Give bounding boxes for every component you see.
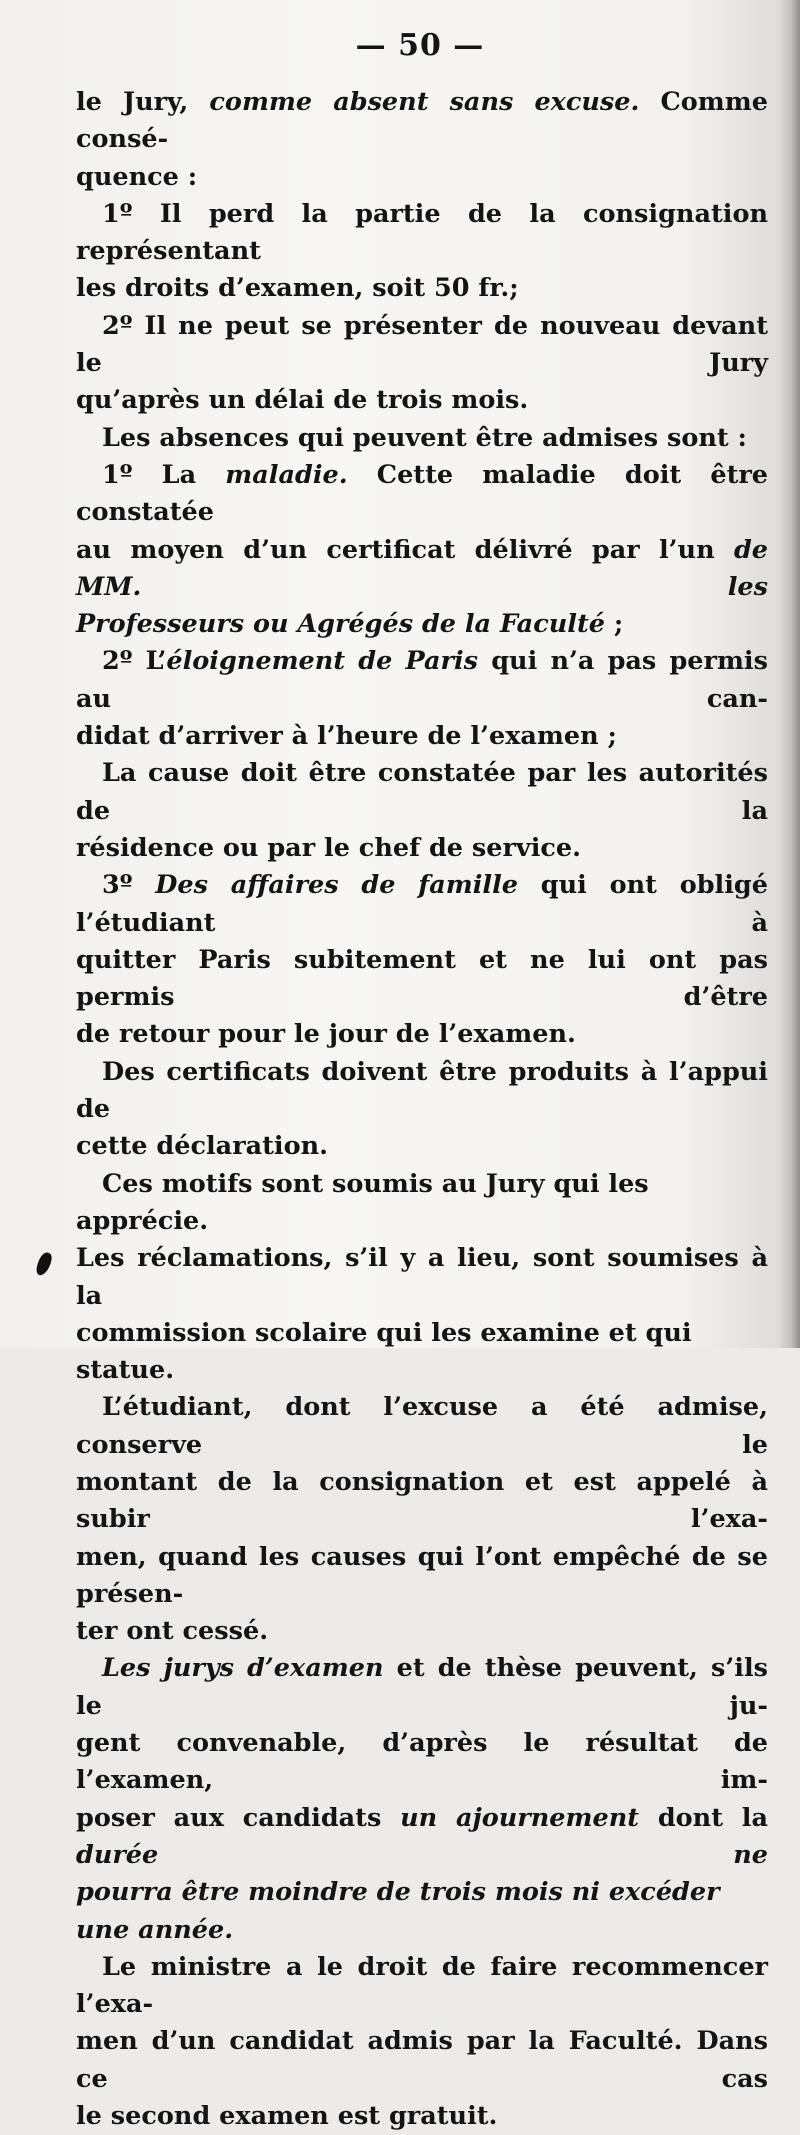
text-run: montant de la consignation et est appelé à subir l’exa- [76, 1466, 768, 1535]
text-run: Les réclamations, s’il y a lieu, sont soumises à la [76, 1243, 768, 1311]
text-run: L’étudiant, dont l’excuse a été admise, conserve le [76, 1392, 768, 1460]
text-run: résidence ou par le chef de service. [76, 832, 582, 863]
text-line [76, 1613, 768, 1650]
text-run: le second examen est gratuit. [76, 2101, 498, 2132]
text-line [76, 196, 768, 271]
text-run: qui n’a pas permis au can- [76, 646, 768, 714]
italic-run: durée ne [76, 1839, 768, 1870]
text-run: Cette maladie doit être constatée [76, 459, 769, 528]
italic-run: comme absent sans excuse. [209, 87, 640, 117]
text-line [76, 755, 768, 830]
text-line [76, 382, 768, 419]
text-run: et de thèse peuvent, s’ils le ju- [76, 1653, 768, 1721]
page-body-text [76, 84, 768, 2135]
text-line [76, 606, 768, 643]
text-line [76, 532, 768, 607]
text-line [76, 1874, 768, 1949]
text-run: les droits d’examen, soit 50 fr.; [76, 273, 519, 304]
text-run: Le ministre a le droit de faire recommencer l’exa- [76, 1951, 768, 2020]
text-line [76, 420, 768, 457]
text-line [76, 457, 768, 532]
text-run: men, quand les causes qui l’ont empêché de se présen- [76, 1541, 768, 1609]
text-run: poser aux candidats [76, 1802, 401, 1833]
text-line [76, 643, 768, 718]
text-run: ; [604, 609, 624, 640]
text-line [76, 830, 768, 867]
italic-run: Professeurs ou Agrégés de la Faculté [76, 609, 605, 640]
text-run: 2º L’ [102, 646, 167, 677]
text-line [76, 1464, 768, 1539]
text-run: commission scolaire qui les examine et qui statue. [76, 1317, 692, 1386]
text-run: Des certificats doivent être produits à l’appui de [76, 1056, 768, 1125]
italic-run: de MM. les [76, 534, 768, 602]
text-line [76, 1016, 768, 1053]
italic-run: un ajournement [400, 1802, 640, 1833]
text-line [76, 2023, 768, 2098]
text-line [76, 1539, 768, 1614]
italic-run: Des affaires de famille [155, 870, 518, 901]
text-run: gent convenable, d’après le résultat de l’examen, im- [76, 1728, 768, 1796]
text-line [76, 1725, 768, 1800]
text-run: dont la [639, 1802, 768, 1833]
text-line [76, 159, 768, 196]
text-run: quence : [76, 161, 198, 192]
text-run: Ces motifs sont soumis au Jury qui les apprécie. [76, 1168, 649, 1236]
text-run: 1º Il perd la partie de la consignation représentant [76, 198, 768, 267]
text-run: La cause doit être constatée par les autorités de la [76, 758, 768, 826]
text-run: qu’après un délai de trois mois. [76, 385, 529, 416]
text-line [76, 270, 768, 307]
text-line [76, 1389, 768, 1464]
page-gutter-shadow [778, 0, 800, 1348]
text-line [76, 1315, 768, 1390]
text-run: 2º Il ne peut se présenter de nouveau devant le Jury [76, 310, 768, 379]
text-run: 3º [102, 870, 156, 901]
text-line [76, 1949, 768, 2024]
text-line [76, 942, 768, 1017]
text-line [76, 1800, 768, 1875]
italic-run: maladie. [225, 459, 348, 490]
italic-run: Les jurys d’examen [102, 1653, 384, 1684]
text-run: le Jury, [76, 87, 210, 117]
text-run: qui ont obligé l’étudiant à [76, 870, 768, 938]
text-line [76, 2098, 768, 2135]
text-run: Comme consé- [76, 87, 768, 155]
text-run: men d’un candidat admis par la Faculté. Dans ce cas [76, 2026, 768, 2094]
text-line [76, 1650, 768, 1725]
text-line [76, 308, 768, 383]
text-line [76, 1128, 768, 1165]
text-run: de retour pour le jour de l’examen. [76, 1019, 576, 1050]
page-number: — 50 — [355, 28, 485, 63]
text-line [76, 1240, 768, 1315]
text-line [76, 718, 768, 755]
text-run: Les absences qui peuvent être admises sont : [102, 422, 747, 453]
text-run: cette déclaration. [76, 1131, 329, 1162]
text-run: au moyen d’un certificat délivré par l’un [76, 534, 734, 565]
text-line [76, 867, 768, 942]
text-run: didat d’arriver à l’heure de l’examen ; [76, 721, 617, 752]
italic-run: pourra être moindre de trois mois ni excéder une année. [76, 1877, 720, 1945]
text-run: ter ont cessé. [76, 1616, 269, 1647]
italic-run: éloignement de Paris [166, 646, 479, 677]
text-line [76, 1166, 768, 1241]
text-line [76, 1054, 768, 1129]
text-run: 1º La [102, 459, 226, 490]
ink-blot-mark [34, 1251, 53, 1278]
text-run: quitter Paris subitement et ne lui ont pas permis d’être [76, 944, 768, 1013]
text-line [76, 84, 768, 159]
